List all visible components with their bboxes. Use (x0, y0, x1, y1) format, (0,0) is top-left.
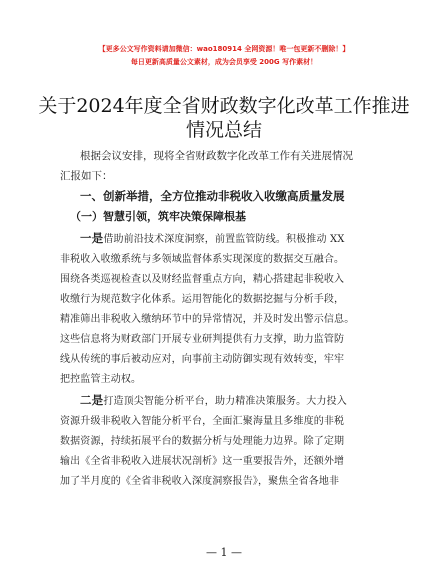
para1-line-0 (80, 230, 400, 246)
promo-banner-line-1: 【更多公文写作资料请加微信：wao180914 全网资源！唯一包更新不删除！】 (98, 45, 350, 53)
para1-line-3: 收缴行为规范数字化体系。运用智能化的数据挖掘与分析手段， (60, 294, 345, 305)
document-title-line-1: 关于2024年度全省财政数字化改革工作推进 (38, 95, 410, 117)
document-title-line-2: 情况总结 (185, 119, 262, 141)
para2-line-2: 数据资源，持续拓展平台的数据分析与处理能力边界。除了定期 (60, 436, 345, 447)
intro-line-1: 根据会议安排，现将全省财政数字化改革工作有关进展情况 (80, 150, 353, 162)
para2-line-0 (80, 392, 400, 408)
subsection-heading: （一）智慧引领，筑牢决策保障根基 (70, 210, 246, 223)
para1-line-7: 把控监管主动权。 (60, 374, 142, 385)
section-heading: 一、创新举措，全方位推动非税收入收缴高质量发展 (80, 189, 345, 203)
para1-lead: 一是 (80, 231, 104, 245)
para2-line-1: 资源升级非税收入智能分析平台，全面汇聚海量且多维度的非税 (60, 416, 345, 427)
promo-banner-line-2: 每日更新高质量公文素材，成为会员享受 200G 写作素材！ (130, 58, 318, 66)
para1-line-0-text: 借助前沿技术深度洞察，前置监管防线。积极推动 XX (103, 234, 345, 245)
intro-line-2: 汇报如下： (60, 170, 113, 182)
page-number: — 1 — (206, 546, 242, 559)
para2-line-4: 加了半月度的《全省非税收入深度洞察报告》，聚焦全省各地非 (60, 476, 340, 487)
para2-lead: 二是 (80, 393, 104, 407)
para1-line-6: 线从传统的事后被动应对，向事前主动防御实现有效转变，牢牢 (60, 354, 345, 365)
para1-line-5: 这些信息将为财政部门开展专业研判提供有力支撑，助力监管防 (60, 334, 345, 345)
para1-line-2: 围绕各类巡视检查以及财经监督重点方向，精心搭建起非税收入 (60, 274, 345, 285)
para1-line-4: 精准筛出非税收入缴纳环节中的异常情况，并及时发出警示信息。 (60, 314, 355, 325)
para2-line-3: 输出《全省非税收入进展状况剖析》这一重要报告外，还额外增 (60, 456, 345, 467)
para1-line-1: 非税收入收缴系统与多领域监督体系实现深度的数据交互融合。 (60, 254, 345, 265)
para2-line-0-text: 打造顶尖智能分析平台，助力精准决策服务。大力投入 (103, 396, 347, 407)
